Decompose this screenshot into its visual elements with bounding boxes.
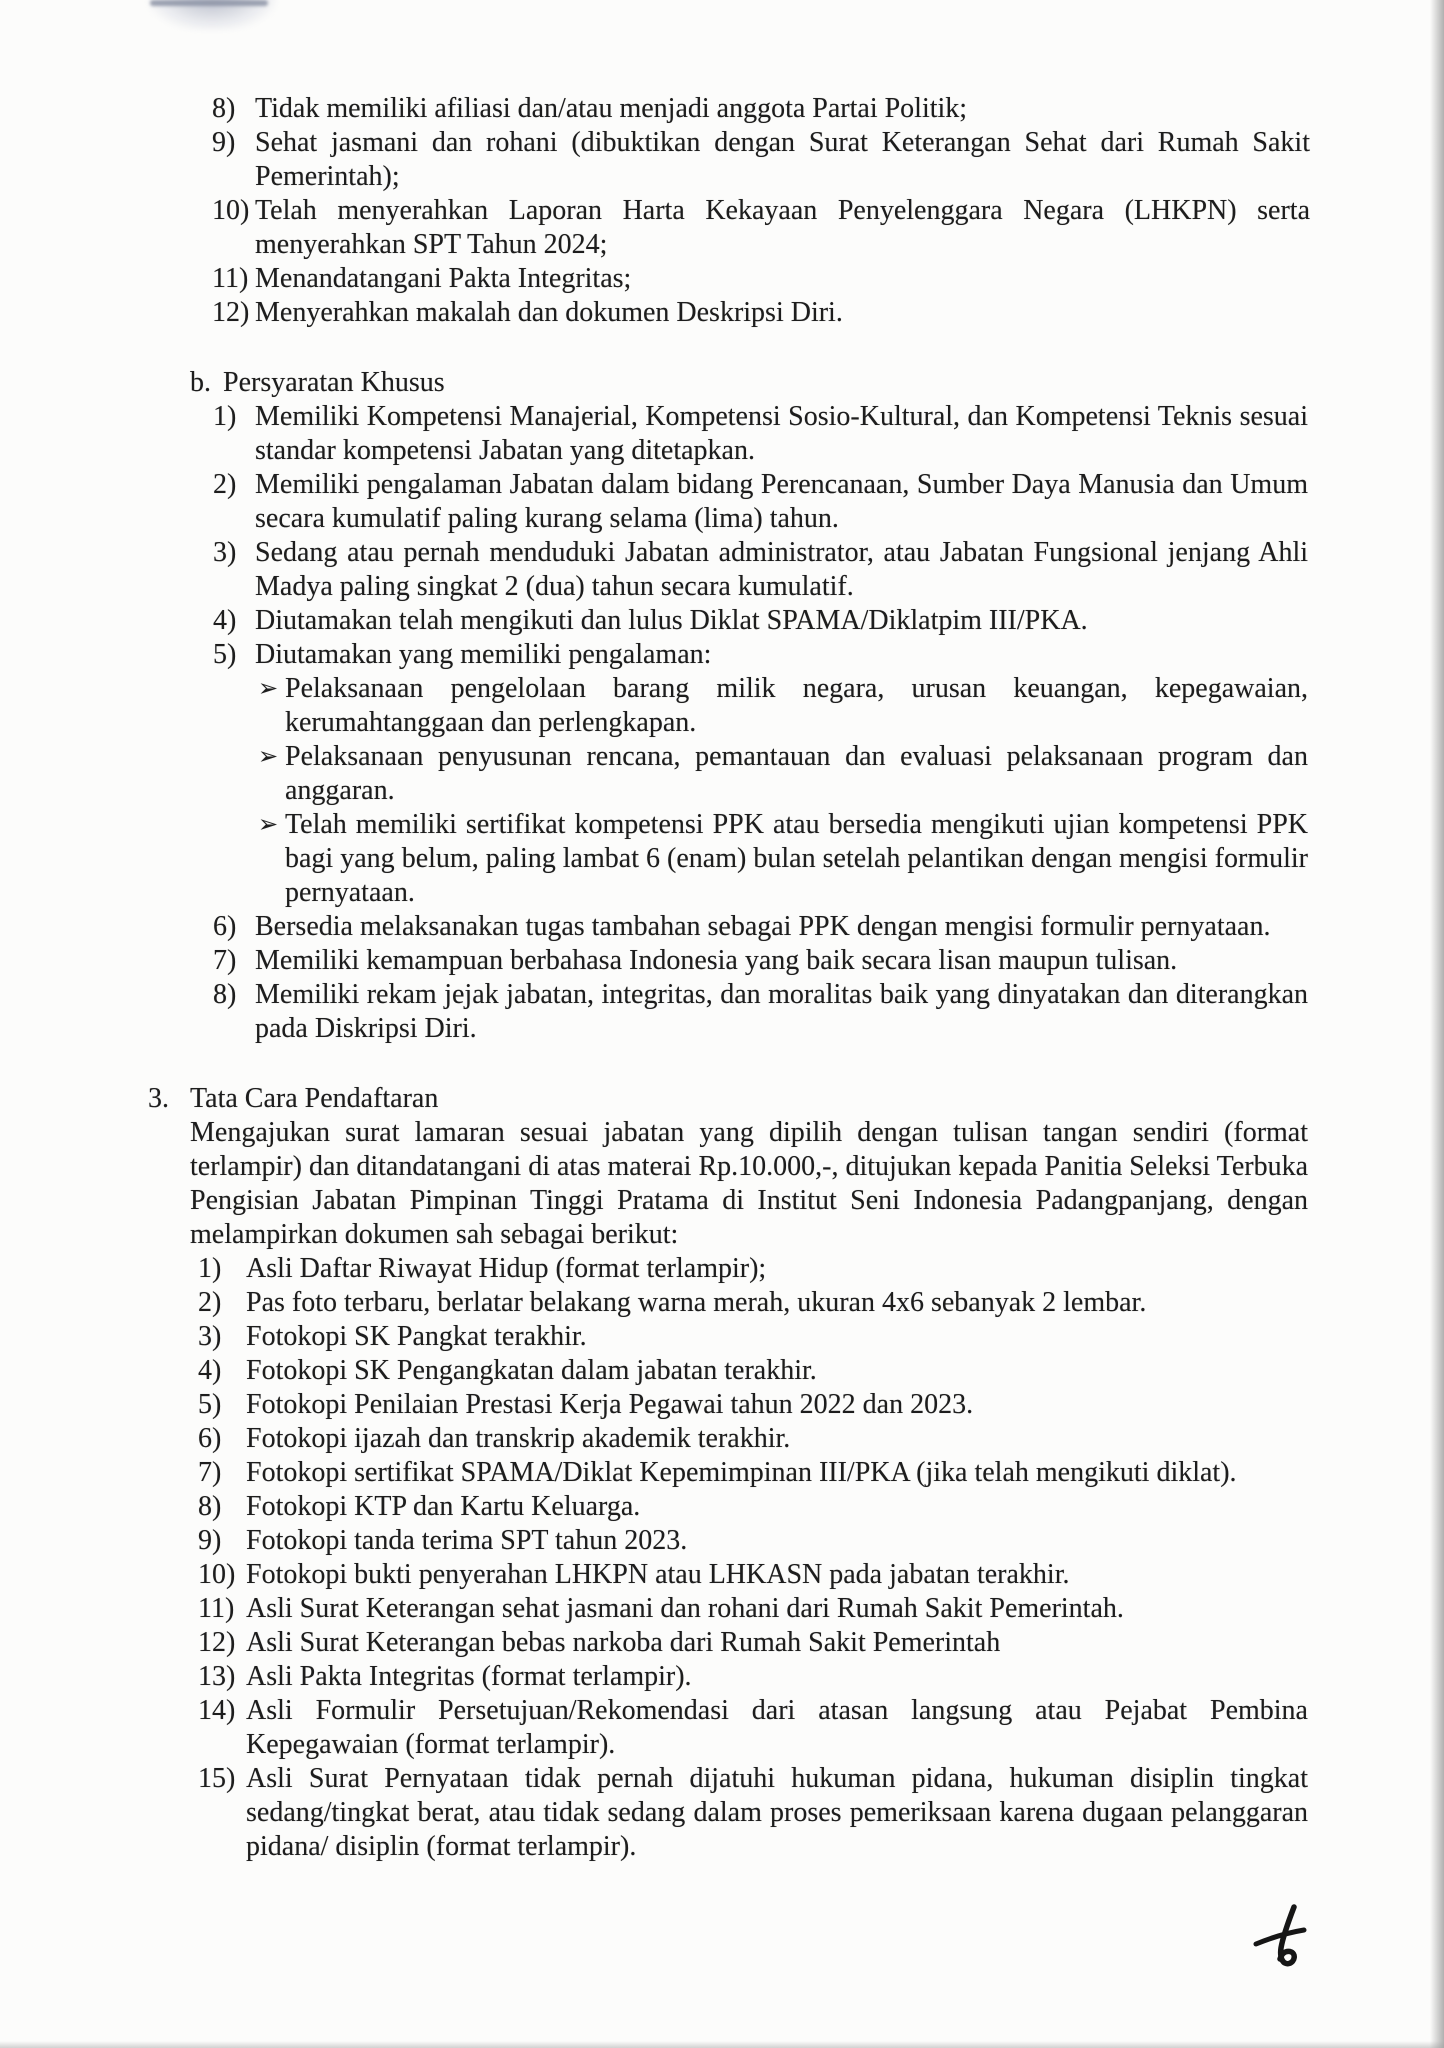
list-item-number: 10) (198, 1559, 236, 1590)
section-3-intro-paragraph: Mengajukan surat lamaran sesuai jabatan yang dipilih dengan tulisan tangan sendiri (format terlampir) dan ditandatangani di atas materai Rp.10.000,-, ditujukan kepada Panitia Seleksi Terbuka Pengisian Jabatan Pimpinan Tinggi Pratama di Institut Seni Indonesia Padangpanjang, dengan melampirkan dokumen sah sebagai berikut: (190, 1117, 1308, 1250)
list-item (198, 1252, 1308, 1286)
list-item-text: Memiliki rekam jejak jabatan, integritas, dan moralitas baik yang dinyatakan dan diterangkan pada Diskripsi Diri. (255, 979, 1308, 1044)
list-item (213, 944, 1308, 978)
registration-documents-list (198, 1252, 1308, 1864)
list-item-text: Asli Pakta Integritas (format terlampir). (246, 1661, 692, 1692)
list-item-text: Diutamakan yang memiliki pengalaman: (255, 639, 712, 670)
list-item-number: 11) (198, 1593, 235, 1624)
list-item-text: Fotokopi bukti penyerahan LHKPN atau LHKASN pada jabatan terakhir. (246, 1559, 1070, 1590)
list-item (198, 1354, 1308, 1388)
list-item-number: 8) (212, 93, 236, 124)
list-item-number: 5) (213, 639, 237, 670)
document-content (0, 92, 1444, 1864)
sub-list-item (258, 808, 1308, 910)
section-3-label: 3. (148, 1083, 169, 1114)
list-item (198, 1626, 1308, 1660)
list-item-number: 15) (198, 1763, 236, 1794)
list-item-text: Fotokopi ijazah dan transkrip akademik terakhir. (246, 1423, 791, 1454)
list-item-number: 5) (198, 1389, 222, 1420)
section-3-title: Tata Cara Pendaftaran (190, 1083, 439, 1114)
arrow-bullet-icon: ➢ (258, 744, 279, 770)
list-item-text: Asli Formulir Persetujuan/Rekomendasi dari atasan langsung atau Pejabat Pembina Kepegawaian (format terlampir). (246, 1695, 1308, 1760)
list-item-number: 6) (213, 911, 237, 942)
list-item (213, 468, 1308, 536)
list-item (213, 536, 1308, 604)
list-item-number: 3) (213, 537, 237, 568)
list-item (213, 604, 1308, 638)
list-item-number: 14) (198, 1695, 236, 1726)
list-item-number: 9) (198, 1525, 222, 1556)
list-item-text: Asli Surat Keterangan bebas narkoba dari Rumah Sakit Pemerintah (246, 1627, 1001, 1658)
list-item (198, 1660, 1308, 1694)
list-item (213, 910, 1308, 944)
list-item-text: Asli Surat Keterangan sehat jasmani dan rohani dari Rumah Sakit Pemerintah. (246, 1593, 1124, 1624)
list-item-text: Tidak memiliki afiliasi dan/atau menjadi anggota Partai Politik; (255, 93, 968, 124)
list-item (198, 1422, 1308, 1456)
list-item-number: 12) (212, 297, 250, 328)
list-item (213, 400, 1308, 468)
list-item-number: 9) (212, 127, 236, 158)
list-item-text: Sehat jasmani dan rohani (dibuktikan dengan Surat Keterangan Sehat dari Rumah Sakit Pemerintah); (255, 127, 1310, 192)
list-item-text: Menyerahkan makalah dan dokumen Deskripsi Diri. (255, 297, 843, 328)
list-item-number: 2) (198, 1287, 222, 1318)
list-item (212, 194, 1310, 262)
list-item (198, 1286, 1308, 1320)
list-item-text: Fotokopi Penilaian Prestasi Kerja Pegawai tahun 2022 dan 2023. (246, 1389, 974, 1420)
list-item-number: 6) (198, 1423, 222, 1454)
section-b-label: b. (190, 367, 211, 398)
section-3-heading (148, 1082, 1444, 1116)
list-item (198, 1592, 1308, 1626)
handwritten-page-number-mark (1252, 1904, 1308, 1974)
list-item-number: 4) (213, 605, 237, 636)
list-item (198, 1456, 1308, 1490)
special-requirements-list (213, 400, 1308, 1046)
section-b-title: Persyaratan Khusus (223, 367, 445, 398)
list-item-text: Fotokopi SK Pengangkatan dalam jabatan terakhir. (246, 1355, 817, 1386)
arrow-bullet-icon: ➢ (258, 812, 279, 838)
list-item-number: 1) (198, 1253, 222, 1284)
list-item-number: 13) (198, 1661, 236, 1692)
list-item-number: 2) (213, 469, 237, 500)
list-item-text: Diutamakan telah mengikuti dan lulus Diklat SPAMA/Diklatpim III/PKA. (255, 605, 1088, 636)
list-item-text: Asli Surat Pernyataan tidak pernah dijatuhi hukuman pidana, hukuman disiplin tingkat sedang/tingkat berat, atau tidak sedang dalam proses pemeriksaan karena dugaan pelanggaran pidana/ disiplin (format terlampir). (246, 1763, 1308, 1862)
list-item-number: 4) (198, 1355, 222, 1386)
list-item-text: Fotokopi KTP dan Kartu Keluarga. (246, 1491, 641, 1522)
list-item (198, 1558, 1308, 1592)
general-requirements-list (212, 92, 1310, 330)
list-item-text: Asli Daftar Riwayat Hidup (format terlampir); (246, 1253, 767, 1284)
list-item (212, 126, 1310, 194)
list-item (198, 1762, 1308, 1864)
list-item (213, 638, 1308, 910)
list-item-text: Telah menyerahkan Laporan Harta Kekayaan Penyelenggara Negara (LHKPN) serta menyerahkan SPT Tahun 2024; (255, 195, 1310, 260)
arrow-bullet-icon: ➢ (258, 676, 279, 702)
list-item-number: 12) (198, 1627, 236, 1658)
list-item (212, 262, 1310, 296)
list-item-text: Memiliki pengalaman Jabatan dalam bidang Perencanaan, Sumber Daya Manusia dan Umum secara kumulatif paling kurang selama (lima) tahun. (255, 469, 1308, 534)
list-item (213, 978, 1308, 1046)
list-item (198, 1320, 1308, 1354)
sub-list-item-text: Pelaksanaan pengelolaan barang milik negara, urusan keuangan, kepegawaian, kerumahtanggaan dan perlengkapan. (285, 673, 1308, 738)
list-item-number: 1) (213, 401, 237, 432)
sub-list-item-text: Pelaksanaan penyusunan rencana, pemantauan dan evaluasi pelaksanaan program dan anggaran. (285, 741, 1308, 806)
list-item-number: 3) (198, 1321, 222, 1352)
list-item-number: 11) (212, 263, 249, 294)
list-item-text: Sedang atau pernah menduduki Jabatan administrator, atau Jabatan Fungsional jenjang Ahli Madya paling singkat 2 (dua) tahun secara kumulatif. (255, 537, 1308, 602)
list-item-text: Menandatangani Pakta Integritas; (255, 263, 632, 294)
list-item-number: 7) (198, 1457, 222, 1488)
experience-sub-list (258, 672, 1308, 910)
list-item-number: 7) (213, 945, 237, 976)
list-item-number: 8) (213, 979, 237, 1010)
list-item (198, 1388, 1308, 1422)
list-item-text: Memiliki kemampuan berbahasa Indonesia yang baik secara lisan maupun tulisan. (255, 945, 1178, 976)
sub-list-item (258, 740, 1308, 808)
section-b-heading (190, 366, 1444, 400)
scan-edge-shadow-bottom (0, 2041, 1444, 2048)
list-item-text: Memiliki Kompetensi Manajerial, Kompetensi Sosio-Kultural, dan Kompetensi Teknis sesuai standar kompetensi Jabatan yang ditetapkan. (255, 401, 1308, 466)
list-item-number: 8) (198, 1491, 222, 1522)
list-item-number: 10) (212, 195, 250, 226)
sub-list-item (258, 672, 1308, 740)
list-item (212, 92, 1310, 126)
scan-smudge-edge (150, 0, 268, 6)
list-item (212, 296, 1310, 330)
list-item (198, 1524, 1308, 1558)
list-item (198, 1490, 1308, 1524)
list-item-text: Pas foto terbaru, berlatar belakang warna merah, ukuran 4x6 sebanyak 2 lembar. (246, 1287, 1147, 1318)
list-item-text: Bersedia melaksanakan tugas tambahan sebagai PPK dengan mengisi formulir pernyataan. (255, 911, 1271, 942)
list-item-text: Fotokopi SK Pangkat terakhir. (246, 1321, 587, 1352)
list-item-body (255, 638, 1308, 910)
sub-list-item-text: Telah memiliki sertifikat kompetensi PPK atau bersedia mengikuti ujian kompetensi PPK bagi yang belum, paling lambat 6 (enam) bulan setelah pelantikan dengan mengisi formulir pernyataan. (285, 809, 1308, 908)
list-item-text: Fotokopi sertifikat SPAMA/Diklat Kepemimpinan III/PKA (jika telah mengikuti diklat). (246, 1457, 1237, 1488)
list-item-text: Fotokopi tanda terima SPT tahun 2023. (246, 1525, 688, 1556)
list-item (198, 1694, 1308, 1762)
